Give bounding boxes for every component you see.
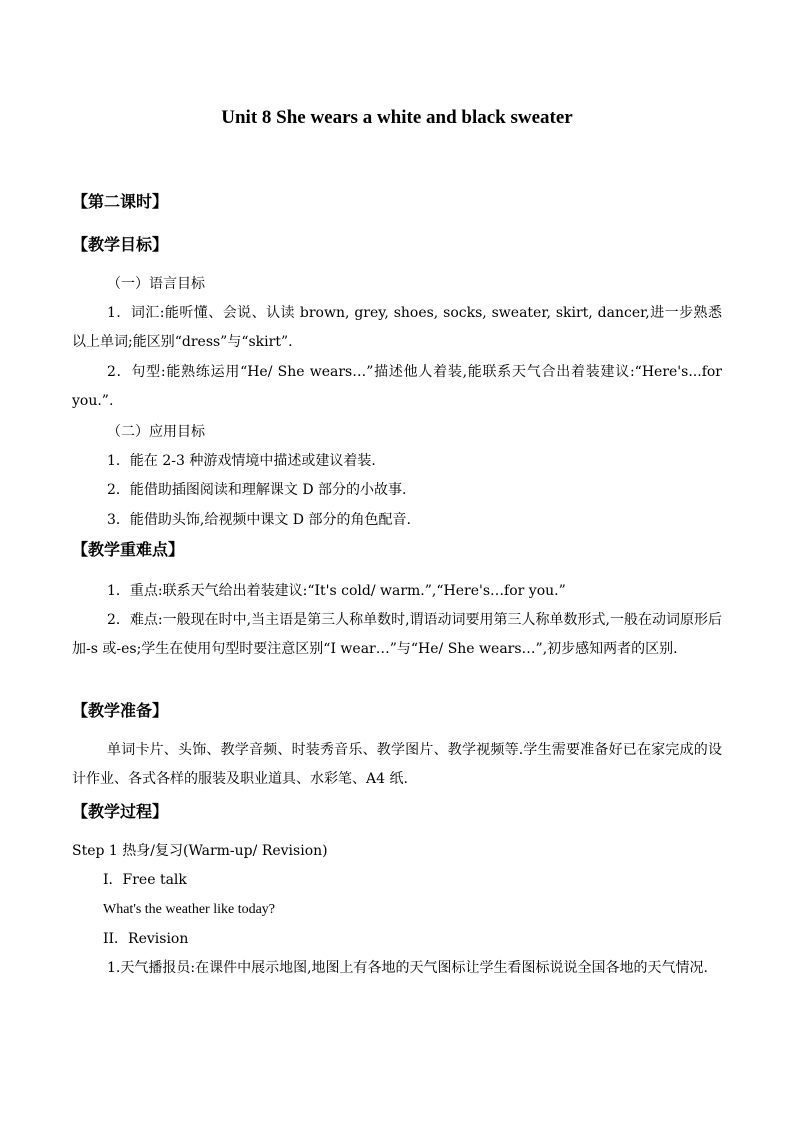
application-goal-3: 3．能借助头饰,给视频中课文 D 部分的角色配音. xyxy=(107,512,411,528)
section-heading-key-points: 【教学重难点】 xyxy=(72,540,185,559)
section-heading-process: 【教学过程】 xyxy=(72,802,169,821)
preparation-text: 单词卡片、头饰、教学音频、时装秀音乐、教学图片、教学视频等.学生需要准备好已在家完成的设计作业、各式各样的服装及职业道具、水彩笔、A4 纸. xyxy=(72,742,722,787)
document-title: Unit 8 She wears a white and black sweater xyxy=(221,107,573,128)
free-talk-heading: I．Free talk xyxy=(103,872,187,888)
sentence-pattern-goal: 2．句型:能熟练运用“He/ She wears…”描述他人着装,能联系天气合出着装建议:“Here's...for you.”. xyxy=(72,364,722,409)
step-1-heading: Step 1 热身/复习(Warm-up/ Revision) xyxy=(72,843,328,859)
application-goal-2: 2．能借助插图阅读和理解课文 D 部分的小故事. xyxy=(107,482,407,498)
section-heading-preparation: 【教学准备】 xyxy=(72,701,169,720)
section-heading-lesson: 【第二课时】 xyxy=(72,192,169,211)
section-heading-goals: 【教学目标】 xyxy=(72,235,169,254)
difficult-point: 2．难点:一般现在时中,当主语是第三人称单数时,谓语动词要用第三人称单数形式,一般在动词原形后加-s 或-es;学生在使用句型时要注意区别“I wear…”与“He/ She wears…”,初步感知两者的区别. xyxy=(72,612,722,657)
weather-reporter-activity: 1.天气播报员:在课件中展示地图,地图上有各地的天气图标让学生看图标说说全国各地的天气情况. xyxy=(107,960,708,976)
application-goal-1: 1．能在 2-3 种游戏情境中描述或建议着装. xyxy=(107,453,376,469)
free-talk-question: What's the weather like today? xyxy=(103,902,276,917)
language-goals-heading: （一）语言目标 xyxy=(107,276,205,292)
application-goals-heading: （二）应用目标 xyxy=(107,424,205,440)
vocabulary-goal: 1．词汇:能听懂、会说、认读 brown, grey, shoes, socks, sweater, skirt, dancer,进一步熟悉以上单词;能区别“dress”与“skirt”. xyxy=(72,305,722,350)
revision-heading: II．Revision xyxy=(103,931,189,947)
key-point: 1．重点:联系天气给出着装建议:“It's cold/ warm.”,“Here's…for you.” xyxy=(107,583,566,599)
